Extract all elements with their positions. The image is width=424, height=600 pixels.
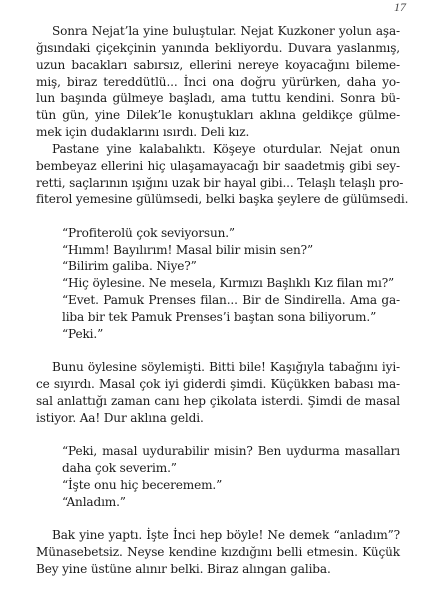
paragraph-pastane	[36, 141, 409, 208]
text-line: lun başında gülmeye başladı, ama tuttu kendini. Sonra bü-	[36, 91, 400, 106]
dialogue-line: “İşte onu hiç beceremem.”	[62, 477, 223, 492]
text-line: sal anlattığı zaman canı hep çikolata isterdi. Şimdi de masal	[36, 393, 400, 408]
text-line: retti, saçlarının ışığını uzak bir hayal gibi... Telaşlı telaşlı pro-	[36, 175, 404, 190]
text-line: Bak yine yaptı. İşte İnci hep böyle! Ne demek “anladım”?	[52, 527, 400, 542]
text-line: fiterol yemesine gülümsedi, belki başka şeylere de gülümsedi.	[36, 192, 409, 207]
text-line: istiyor. Aa! Dur aklına geldi.	[36, 410, 204, 425]
text-line: Bey yine üstüne alınır belki. Biraz alıngan galiba.	[36, 561, 331, 576]
paragraph-anladim	[36, 527, 400, 578]
text-line: Pastane yine kalabalıktı. Köşeye oturdular. Nejat onun	[52, 141, 400, 156]
dialogue-line: “Evet. Pamuk Prenses filan... Bir de Sindirella. Ama ga-	[62, 293, 400, 308]
dialogue-line: “Peki, masal uydurabilir misin? Ben uydurma masalları	[62, 444, 400, 459]
text-line: mek için dudaklarını ısırdı. Deli kız.	[36, 125, 250, 140]
text-line: bembeyaz ellerini hiç ulaşamayacağı bir saadetmiş gibi sey-	[36, 158, 400, 173]
dialogue-line: liba bir tek Pamuk Prenses’i baştan sona biliyorum.”	[62, 310, 377, 324]
book-page-text	[36, 23, 409, 577]
text-line: miş, biraz tereddütlü... İnci ona doğru yürürken, daha yo-	[36, 74, 400, 89]
dialogue-line: “Bilirim galiba. Niye?”	[62, 259, 197, 274]
dialogue-line: daha çok severim.”	[62, 460, 177, 475]
paragraph-masal	[36, 359, 400, 426]
paragraph-nejat-meeting	[36, 23, 400, 141]
dialogue-line: “Profiterolü çok seviyorsun.”	[62, 225, 235, 240]
text-line: ğısındaki çiçekçinin yanında bekliyordu. Duvara yaslanmış,	[36, 40, 400, 55]
dialogue-line: “Hiç öylesine. Ne mesela, Kırmızı Başlıklı Kız filan mı?”	[62, 276, 395, 291]
text-line: Münasebetsiz. Neyse kendine kızdığını belli etmesin. Küçük	[36, 544, 400, 559]
text-line: tün gün, yine Dilek’le konuştukları aklına geldikçe gülme-	[36, 108, 400, 123]
text-line: uzun bacakları sabırsız, ellerini nereye koyacağını bileme-	[36, 57, 400, 72]
text-line: Sonra Nejat’la yine buluştular. Nejat Kuzkoner yolun aşa-	[52, 24, 400, 38]
text-line: Bunu öylesine söylemişti. Bitti bile! Kaşığıyla tabağını iyi-	[52, 360, 400, 375]
dialogue-line: “Hımm! Bayılırım! Masal bilir misin sen?”	[62, 242, 313, 257]
dialogue-line: “Anladım.”	[62, 494, 126, 509]
dialogue-line: “Peki.”	[62, 326, 104, 341]
page-number: 17	[394, 0, 406, 14]
dialogue-block-uydurma	[36, 443, 400, 510]
dialogue-block-profiterol	[36, 225, 400, 343]
text-line: ce sıyırdı. Masal çok iyi giderdi şimdi. Küçükken babası ma-	[36, 377, 400, 392]
